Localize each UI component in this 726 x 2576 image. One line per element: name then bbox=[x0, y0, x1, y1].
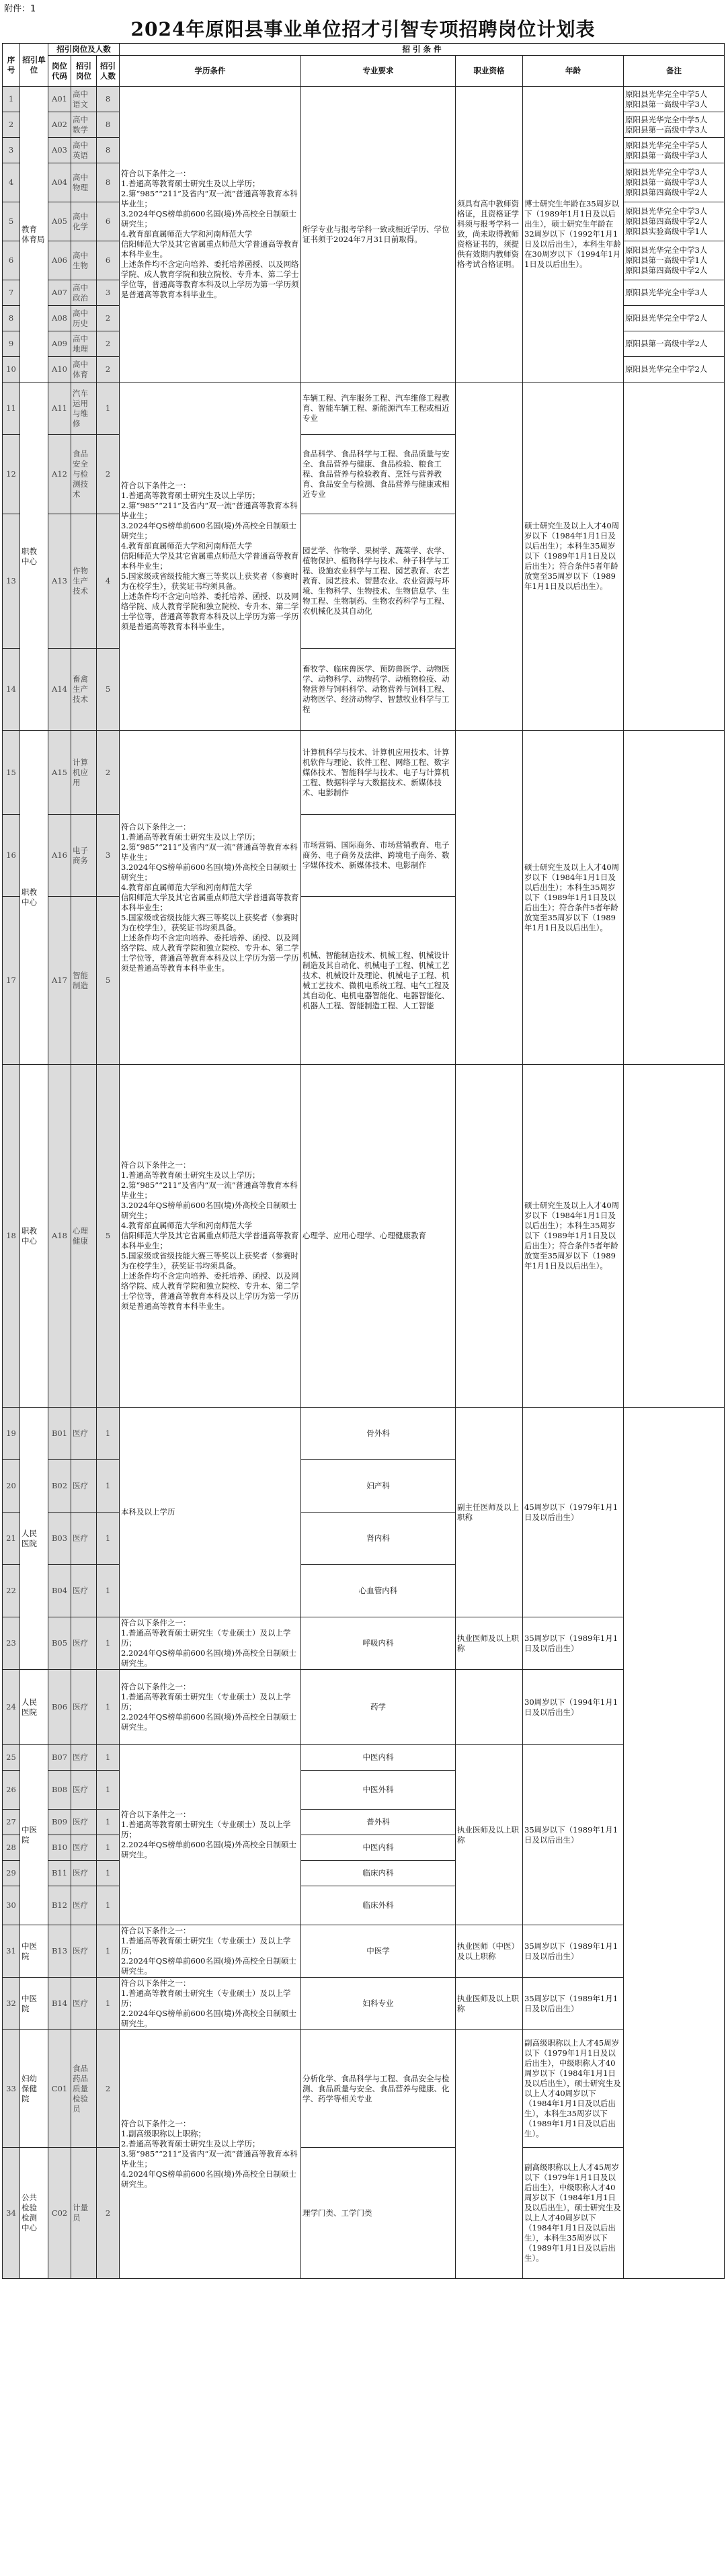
row-number: 21 bbox=[3, 1513, 20, 1565]
position-name: 高中 体育 bbox=[71, 357, 97, 383]
position-name: 高中 政治 bbox=[71, 280, 97, 306]
position-code: B09 bbox=[48, 1810, 71, 1835]
position-code: A15 bbox=[48, 731, 71, 815]
table-row bbox=[3, 731, 725, 815]
row-number: 24 bbox=[3, 1670, 20, 1745]
header-name: 招引岗位 bbox=[71, 56, 97, 87]
position-count: 8 bbox=[97, 163, 120, 202]
position-code: B01 bbox=[48, 1408, 71, 1460]
position-name: 医疗 bbox=[71, 1861, 97, 1886]
remark: 原阳县光华完全中学2人 bbox=[624, 357, 725, 383]
row-number: 17 bbox=[3, 897, 20, 1065]
unit-name: 教育 体育局 bbox=[20, 87, 48, 383]
position-code: A18 bbox=[48, 1065, 71, 1408]
position-name: 医疗 bbox=[71, 1771, 97, 1810]
remark: 原阳县光华完全中学3人 原阳县第一高级中学1人 原阳县第四高级中学2人 bbox=[624, 241, 725, 280]
position-code: B11 bbox=[48, 1861, 71, 1886]
row-number: 5 bbox=[3, 202, 20, 241]
remark bbox=[624, 1065, 725, 1408]
position-count: 1 bbox=[97, 1745, 120, 1771]
position-count: 1 bbox=[97, 1771, 120, 1810]
table-row bbox=[3, 1978, 725, 2030]
position-count: 8 bbox=[97, 87, 120, 112]
table-row bbox=[3, 1408, 725, 1460]
row-number: 27 bbox=[3, 1810, 20, 1835]
position-code: B05 bbox=[48, 1617, 71, 1670]
unit-name: 人民 医院 bbox=[20, 1408, 48, 1670]
position-count: 2 bbox=[97, 731, 120, 815]
qualification-requirement: 执业医师及以上职称 bbox=[456, 1617, 523, 1670]
header-major: 专业要求 bbox=[301, 56, 456, 87]
qualification-requirement bbox=[456, 383, 523, 731]
position-code: A02 bbox=[48, 112, 71, 138]
education-requirement: 符合以下条件之一： 1.普通高等教育硕士研究生（专业硕士）及以上学历； 2.2024年QS榜单前600名国(境)外高校全日制硕士研究生。 bbox=[120, 1925, 301, 1978]
age-requirement: 副高级职称以上人才45周岁以下（1979年1月1日及以后出生），中级职称人才40周岁以下（1984年1月1日及以后出生），硕士研究生及以上人才40周岁以下（1984年1月1日及以后出生），本科生35周岁以下（1989年1月1日及以后出生）。 bbox=[523, 2030, 624, 2148]
row-number: 29 bbox=[3, 1861, 20, 1886]
qualification-requirement: 执业医师（中医）及以上职称 bbox=[456, 1925, 523, 1978]
position-code: B03 bbox=[48, 1513, 71, 1565]
remark: 原阳县光华完全中学3人 原阳县第四高级中学2人 原阳县实验高级中学1人 bbox=[624, 202, 725, 241]
row-number: 1 bbox=[3, 87, 20, 112]
recruitment-table bbox=[2, 43, 725, 2279]
position-code: A09 bbox=[48, 331, 71, 357]
position-count: 1 bbox=[97, 1460, 120, 1513]
header-conditions: 招 引 条 件 bbox=[120, 44, 725, 56]
age-requirement: 35周岁以下（1989年1月1日及以后出生） bbox=[523, 1745, 624, 1925]
education-requirement: 符合以下条件之一： 1.普通高等教育硕士研究生及以上学历； 2.第“985”“211”及省内“双一流”普通高等教育本科毕业生； 3.2024年QS榜单前600名国(境)外高校全日制硕士研究生； 4.教育部直属师范大学和河南师范大学 信阳师范大学及其它省属重点师范大学普通高等教育本科毕业生。 上述条件均不含定向培养、委托培养函授、以及网络学院、成人教育学院和独立院校、专升本、第二学士学位等，普通高等教育本科及以上学历为第一学历须是普通高等教育本科毕业生。 bbox=[120, 87, 301, 383]
qualification-requirement: 执业医师及以上职称 bbox=[456, 1745, 523, 1925]
position-count: 3 bbox=[97, 815, 120, 897]
attachment-label: 附件：1 bbox=[4, 4, 36, 14]
position-count: 6 bbox=[97, 202, 120, 241]
position-code: C01 bbox=[48, 2030, 71, 2148]
row-number: 32 bbox=[3, 1978, 20, 2030]
position-code: A13 bbox=[48, 514, 71, 649]
education-requirement: 符合以下条件之一： 1.普通高等教育硕士研究生（专业硕士）及以上学历； 2.2024年QS榜单前600名国(境)外高校全日制硕士研究生。 bbox=[120, 1617, 301, 1670]
age-requirement: 35周岁以下（1989年1月1日及以后出生） bbox=[523, 1617, 624, 1670]
position-code: A14 bbox=[48, 649, 71, 731]
age-requirement: 副高级职称以上人才45周岁以下（1979年1月1日及以后出生），中级职称人才40周岁以下（1984年1月1日及以后出生），硕士研究生及以上人才40周岁以下（1984年1月1日及以后出生），本科生35周岁以下（1989年1月1日及以后出生）。 bbox=[523, 2148, 624, 2279]
position-count: 2 bbox=[97, 2030, 120, 2148]
position-name: 医疗 bbox=[71, 1810, 97, 1835]
position-name: 电子 商务 bbox=[71, 815, 97, 897]
position-count: 5 bbox=[97, 649, 120, 731]
position-name: 医疗 bbox=[71, 1565, 97, 1617]
position-count: 8 bbox=[97, 112, 120, 138]
position-code: A11 bbox=[48, 383, 71, 435]
position-count: 2 bbox=[97, 435, 120, 514]
position-count: 1 bbox=[97, 1978, 120, 2030]
major-requirement: 畜牧学、临床兽医学、预防兽医学、动物医学、动物科学、动物药学、动植物检疫、动物营养与饲料科学、动物营养与饲料工程、动物医学、经济动物学、智慧牧业科学与工程 bbox=[301, 649, 456, 731]
major-requirement: 市场营销、国际商务、市场营销教育、电子商务、电子商务及法律、跨境电子商务、数字媒体技术、新媒体技术、电影制作 bbox=[301, 815, 456, 897]
qualification-requirement bbox=[456, 1065, 523, 1408]
education-requirement: 本科及以上学历 bbox=[120, 1408, 301, 1617]
row-number: 3 bbox=[3, 138, 20, 163]
position-name: 心理 健康 bbox=[71, 1065, 97, 1408]
position-name: 作物 生产 技术 bbox=[71, 514, 97, 649]
major-requirement: 临床内科 bbox=[301, 1861, 456, 1886]
row-number: 30 bbox=[3, 1886, 20, 1925]
remark bbox=[624, 1408, 725, 2279]
education-requirement: 符合以下条件之一： 1.普通高等教育硕士研究生（专业硕士）及以上学历； 2.2024年QS榜单前600名国(境)外高校全日制硕士研究生。 bbox=[120, 1670, 301, 1745]
position-count: 2 bbox=[97, 2148, 120, 2279]
row-number: 13 bbox=[3, 514, 20, 649]
unit-name: 中医 院 bbox=[20, 1978, 48, 2030]
position-count: 2 bbox=[97, 331, 120, 357]
education-requirement: 符合以下条件之一： 1.副高级职称以上职称； 2.普通高等教育硕士研究生及以上学历； 3.第“985”“211”及省内“双一流”普通高等教育本科毕业生； 4.2024年QS榜单前600名国(境)外高校全日制硕士研究生。 bbox=[120, 2030, 301, 2279]
education-requirement: 符合以下条件之一： 1.普通高等教育硕士研究生（专业硕士）及以上学历； 2.2024年QS榜单前600名国(境)外高校全日制硕士研究生。 bbox=[120, 1978, 301, 2030]
row-number: 4 bbox=[3, 163, 20, 202]
remark: 原阳县光华完全中学3人 bbox=[624, 280, 725, 306]
position-name: 智能 制造 bbox=[71, 897, 97, 1065]
position-code: B12 bbox=[48, 1886, 71, 1925]
age-requirement: 30周岁以下（1994年1月1日及以后出生） bbox=[523, 1670, 624, 1745]
header-code: 岗位代码 bbox=[48, 56, 71, 87]
qualification-requirement: 须具有高中教师资格证，且资格证学科须与报考学科一致，尚未取得教师资格证书的，须提供有效期内教师资格考试合格证明。 bbox=[456, 87, 523, 383]
position-count: 3 bbox=[97, 280, 120, 306]
table-row bbox=[3, 1745, 725, 1771]
position-code: A06 bbox=[48, 241, 71, 280]
unit-name: 公共 检验 检测 中心 bbox=[20, 2148, 48, 2279]
header-unit: 招引单位 bbox=[20, 44, 48, 87]
position-name: 计量 员 bbox=[71, 2148, 97, 2279]
header-count: 招引人数 bbox=[97, 56, 120, 87]
row-number: 16 bbox=[3, 815, 20, 897]
position-code: A10 bbox=[48, 357, 71, 383]
major-requirement: 中医内科 bbox=[301, 1745, 456, 1771]
unit-name: 人民 医院 bbox=[20, 1670, 48, 1745]
position-name: 高中 化学 bbox=[71, 202, 97, 241]
position-count: 2 bbox=[97, 357, 120, 383]
major-requirement: 呼吸内科 bbox=[301, 1617, 456, 1670]
position-code: B08 bbox=[48, 1771, 71, 1810]
row-number: 33 bbox=[3, 2030, 20, 2148]
position-count: 5 bbox=[97, 1065, 120, 1408]
major-requirement: 药学 bbox=[301, 1670, 456, 1745]
position-name: 高中 数学 bbox=[71, 112, 97, 138]
position-code: B13 bbox=[48, 1925, 71, 1978]
qualification-requirement bbox=[456, 2030, 523, 2279]
row-number: 22 bbox=[3, 1565, 20, 1617]
unit-name: 中医 院 bbox=[20, 1925, 48, 1978]
position-code: A04 bbox=[48, 163, 71, 202]
row-number: 6 bbox=[3, 241, 20, 280]
position-code: A05 bbox=[48, 202, 71, 241]
remark: 原阳县光华完全中学3人 原阳县第一高级中学3人 原阳县第四高级中学2人 bbox=[624, 163, 725, 202]
position-count: 2 bbox=[97, 306, 120, 331]
position-count: 1 bbox=[97, 1835, 120, 1861]
education-requirement: 符合以下条件之一： 1.普通高等教育硕士研究生（专业硕士）及以上学历； 2.2024年QS榜单前600名国(境)外高校全日制硕士研究生。 bbox=[120, 1745, 301, 1925]
position-code: B07 bbox=[48, 1745, 71, 1771]
education-requirement: 符合以下条件之一： 1.普通高等教育硕士研究生及以上学历； 2.第“985”“211”及省内“双一流”普通高等教育本科毕业生； 3.2024年QS榜单前600名国(境)外高校全日制硕士研究生； 4.教育部直属师范大学和河南师范大学 信阳师范大学及其它省属重点师范大学普通高等教育本科毕业生； 5.国家级或省级技能大赛三等奖以上获奖者（参赛时为在校学生），获奖证书均须具备。 上述条件均不含定向培养、委托培养、函授、以及网络学院、成人教育学院和独立院校、专升本、第二学士学位等，普通高等教育本科及以上学历为第一学历须是普通高等教育本科毕业生。 bbox=[120, 383, 301, 731]
major-requirement: 机械、智能制造技术、机械工程、机械设计制造及其自动化、机械电子工程、机械工艺技术、机械设计及理论、机械电子工程、机械工艺技术、微机电系统工程、电气工程及其自动化、电机电器智能化、电器智能化、机器人工程、智能制造工程、人工智能 bbox=[301, 897, 456, 1065]
position-name: 医疗 bbox=[71, 1460, 97, 1513]
page-title: 2024年原阳县事业单位招才引智专项招聘岗位计划表 bbox=[130, 18, 596, 40]
position-code: A03 bbox=[48, 138, 71, 163]
position-name: 食品 药品 质量 检验 员 bbox=[71, 2030, 97, 2148]
table-row bbox=[3, 1065, 725, 1408]
position-name: 高中 地理 bbox=[71, 331, 97, 357]
row-number: 34 bbox=[3, 2148, 20, 2279]
position-count: 1 bbox=[97, 1513, 120, 1565]
position-count: 1 bbox=[97, 1670, 120, 1745]
remark: 原阳县光华完全中学5人 原阳县第一高级中学3人 bbox=[624, 138, 725, 163]
unit-name: 职教 中心 bbox=[20, 383, 48, 731]
age-requirement: 硕士研究生及以上人才40周岁以下（1984年1月1日及以后出生）；本科生35周岁以下（1989年1月1日及以后出生）；符合条件5者年龄放宽至35周岁以下（1989年1月1日及以后出生）。 bbox=[523, 1065, 624, 1408]
position-count: 4 bbox=[97, 514, 120, 649]
remark: 原阳县光华完全中学5人 原阳县第一高级中学3人 bbox=[624, 87, 725, 112]
unit-name: 职教 中心 bbox=[20, 1065, 48, 1408]
header-remark: 备注 bbox=[624, 56, 725, 87]
table-row bbox=[3, 2030, 725, 2148]
major-requirement: 计算机科学与技术、计算机应用技术、计算机软件与理论、软件工程、网络工程、数字媒体技术、智能科学与技术、电子与计算机工程、数据科学与大数据技术、新媒体技术、电影制作 bbox=[301, 731, 456, 815]
remark: 原阳县光华完全中学5人 原阳县第一高级中学3人 bbox=[624, 112, 725, 138]
position-name: 医疗 bbox=[71, 1513, 97, 1565]
row-number: 2 bbox=[3, 112, 20, 138]
header-positions: 招引岗位及人数 bbox=[48, 44, 120, 56]
qualification-requirement: 执业医师及以上职称 bbox=[456, 1978, 523, 2030]
major-requirement: 车辆工程、汽车服务工程、汽车维修工程教育、智能车辆工程、新能源汽车工程或相近专业 bbox=[301, 383, 456, 435]
row-number: 28 bbox=[3, 1835, 20, 1861]
header-age: 年龄 bbox=[523, 56, 624, 87]
major-requirement: 中医学 bbox=[301, 1925, 456, 1978]
qualification-requirement bbox=[456, 731, 523, 1065]
age-requirement: 硕士研究生及以上人才40周岁以下（1984年1月1日及以后出生）；本科生35周岁以下（1989年1月1日及以后出生）；符合条件5者年龄放宽至35周岁以下（1989年1月1日及以后出生）。 bbox=[523, 383, 624, 731]
position-name: 高中 英语 bbox=[71, 138, 97, 163]
position-name: 高中 物理 bbox=[71, 163, 97, 202]
position-name: 医疗 bbox=[71, 1745, 97, 1771]
position-code: A01 bbox=[48, 87, 71, 112]
major-requirement: 心血管内科 bbox=[301, 1565, 456, 1617]
row-number: 18 bbox=[3, 1065, 20, 1408]
major-requirement: 妇产科 bbox=[301, 1460, 456, 1513]
position-count: 1 bbox=[97, 1617, 120, 1670]
position-name: 医疗 bbox=[71, 1670, 97, 1745]
age-requirement: 35周岁以下（1989年1月1日及以后出生） bbox=[523, 1978, 624, 2030]
unit-name: 职教 中心 bbox=[20, 731, 48, 1065]
position-count: 6 bbox=[97, 241, 120, 280]
position-code: B10 bbox=[48, 1835, 71, 1861]
remark bbox=[624, 731, 725, 1065]
position-code: B04 bbox=[48, 1565, 71, 1617]
position-name: 食品 安全 与检 测技 术 bbox=[71, 435, 97, 514]
header-no: 序号 bbox=[3, 44, 20, 87]
row-number: 20 bbox=[3, 1460, 20, 1513]
position-count: 1 bbox=[97, 1861, 120, 1886]
position-count: 1 bbox=[97, 383, 120, 435]
position-count: 1 bbox=[97, 1810, 120, 1835]
position-code: A08 bbox=[48, 306, 71, 331]
position-count: 1 bbox=[97, 1886, 120, 1925]
position-code: B02 bbox=[48, 1460, 71, 1513]
table-row bbox=[3, 87, 725, 112]
qualification-requirement: 副主任医师及以上职称 bbox=[456, 1408, 523, 1617]
remark: 原阳县第一高级中学2人 bbox=[624, 331, 725, 357]
header-qualification: 职业资格 bbox=[456, 56, 523, 87]
major-requirement: 中医外科 bbox=[301, 1771, 456, 1810]
position-count: 1 bbox=[97, 1408, 120, 1460]
major-requirement: 普外科 bbox=[301, 1810, 456, 1835]
row-number: 8 bbox=[3, 306, 20, 331]
major-requirement: 园艺学、作物学、果树学、蔬菜学、农学、植物保护、植物科学与技术、种子科学与工程、设施农业科学与工程、园艺教育、农艺教育、园艺技术、智慧农业、农业资源与环境、生物科学、生物技术、生物信息学、生物工程、生物制药、生物农药科学与工程、农机械化及其自动化 bbox=[301, 514, 456, 649]
age-requirement: 45周岁以下（1979年1月1日及以后出生） bbox=[523, 1408, 624, 1617]
major-requirement: 肾内科 bbox=[301, 1513, 456, 1565]
position-name: 汽车 运用 与维 修 bbox=[71, 383, 97, 435]
major-requirement: 中医内科 bbox=[301, 1835, 456, 1861]
position-count: 5 bbox=[97, 897, 120, 1065]
position-code: B06 bbox=[48, 1670, 71, 1745]
position-name: 畜禽 生产 技术 bbox=[71, 649, 97, 731]
row-number: 9 bbox=[3, 331, 20, 357]
row-number: 26 bbox=[3, 1771, 20, 1810]
table-row bbox=[3, 1617, 725, 1670]
position-code: C02 bbox=[48, 2148, 71, 2279]
position-name: 计算 机应 用 bbox=[71, 731, 97, 815]
age-requirement: 硕士研究生及以上人才40周岁以下（1984年1月1日及以后出生）；本科生35周岁以下（1989年1月1日及以后出生）；符合条件5者年龄放宽至35周岁以下（1989年1月1日及以后出生）。 bbox=[523, 731, 624, 1065]
row-number: 12 bbox=[3, 435, 20, 514]
position-name: 医疗 bbox=[71, 1617, 97, 1670]
remark: 原阳县光华完全中学2人 bbox=[624, 306, 725, 331]
row-number: 31 bbox=[3, 1925, 20, 1978]
position-name: 医疗 bbox=[71, 1835, 97, 1861]
unit-name: 中医 院 bbox=[20, 1745, 48, 1925]
qualification-requirement bbox=[456, 1670, 523, 1745]
position-name: 医疗 bbox=[71, 1978, 97, 2030]
row-number: 7 bbox=[3, 280, 20, 306]
remark bbox=[624, 383, 725, 731]
row-number: 10 bbox=[3, 357, 20, 383]
position-name: 医疗 bbox=[71, 1408, 97, 1460]
position-name: 高中 语文 bbox=[71, 87, 97, 112]
position-code: B14 bbox=[48, 1978, 71, 2030]
position-code: A07 bbox=[48, 280, 71, 306]
header-education: 学历条件 bbox=[120, 56, 301, 87]
row-number: 14 bbox=[3, 649, 20, 731]
major-requirement: 所学专业与报考学科一致或相近学历、学位证书须于2024年7月31日前取得。 bbox=[301, 87, 456, 383]
table-row bbox=[3, 2148, 725, 2279]
unit-name: 妇幼 保健 院 bbox=[20, 2030, 48, 2148]
position-code: A17 bbox=[48, 897, 71, 1065]
row-number: 15 bbox=[3, 731, 20, 815]
major-requirement: 食品科学、食品科学与工程、食品质量与安全、食品营养与健康、食品检验、粮食工程、食品营养与检验教育、烹饪与营养教育、食品安全与检测、食品营养与健康或相近专业 bbox=[301, 435, 456, 514]
age-requirement: 博士研究生年龄在35周岁以下（1989年1月1日及以后出生），硕士研究生年龄在32周岁以下（1992年1月1日及以后出生），本科生年龄在30周岁以下（1994年1月1日及以后出生）。 bbox=[523, 87, 624, 383]
position-name: 高中 历史 bbox=[71, 306, 97, 331]
major-requirement: 分析化学、食品科学与工程、食品安全与检测、食品质量与安全、食品营养与健康、化学、药学等相关专业 bbox=[301, 2030, 456, 2148]
position-count: 8 bbox=[97, 138, 120, 163]
row-number: 11 bbox=[3, 383, 20, 435]
position-name: 高中 生物 bbox=[71, 241, 97, 280]
education-requirement: 符合以下条件之一： 1.普通高等教育硕士研究生及以上学历； 2.第“985”“211”及省内“双一流”普通高等教育本科毕业生； 3.2024年QS榜单前600名国(境)外高校全日制硕士研究生； 4.教育部直属师范大学和河南师范大学 信阳师范大学及其它省属重点师范大学普通高等教育本科毕业生； 5.国家级或省级技能大赛三等奖以上获奖者（参赛时为在校学生），获奖证书均须具备。 上述条件均不含定向培养、委托培养、函授、以及网络学院、成人教育学院和独立院校、专升本、第二学士学位等，普通高等教育本科及以上学历为第一学历须是普通高等教育本科毕业生。 bbox=[120, 1065, 301, 1408]
age-requirement: 35周岁以下（1989年1月1日及以后出生） bbox=[523, 1925, 624, 1978]
major-requirement: 心理学、应用心理学、心理健康教育 bbox=[301, 1065, 456, 1408]
major-requirement: 临床外科 bbox=[301, 1886, 456, 1925]
table-row bbox=[3, 383, 725, 435]
row-number: 25 bbox=[3, 1745, 20, 1771]
position-name: 医疗 bbox=[71, 1925, 97, 1978]
major-requirement: 骨外科 bbox=[301, 1408, 456, 1460]
table-row bbox=[3, 1670, 725, 1745]
major-requirement: 理学门类、工学门类 bbox=[301, 2148, 456, 2279]
position-code: A16 bbox=[48, 815, 71, 897]
position-name: 医疗 bbox=[71, 1886, 97, 1925]
position-count: 1 bbox=[97, 1925, 120, 1978]
position-code: A12 bbox=[48, 435, 71, 514]
position-count: 1 bbox=[97, 1565, 120, 1617]
row-number: 23 bbox=[3, 1617, 20, 1670]
table-row bbox=[3, 1925, 725, 1978]
row-number: 19 bbox=[3, 1408, 20, 1460]
education-requirement: 符合以下条件之一： 1.普通高等教育硕士研究生及以上学历； 2.第“985”“211”及省内“双一流”普通高等教育本科毕业生； 3.2024年QS榜单前600名国(境)外高校全日制硕士研究生； 4.教育部直属师范大学和河南师范大学 信阳师范大学及其它省属重点师范大学普通高等教育本科毕业生； 5.国家级或省级技能大赛三等奖以上获奖者（参赛时为在校学生），获奖证书均须具备。 上述条件均不含定向培养、委托培养、函授、以及网络学院、成人教育学院和独立院校、专升本、第二学士学位等，普通高等教育本科及以上学历为第一学历须是普通高等教育本科毕业生。 bbox=[120, 731, 301, 1065]
major-requirement: 妇科专业 bbox=[301, 1978, 456, 2030]
